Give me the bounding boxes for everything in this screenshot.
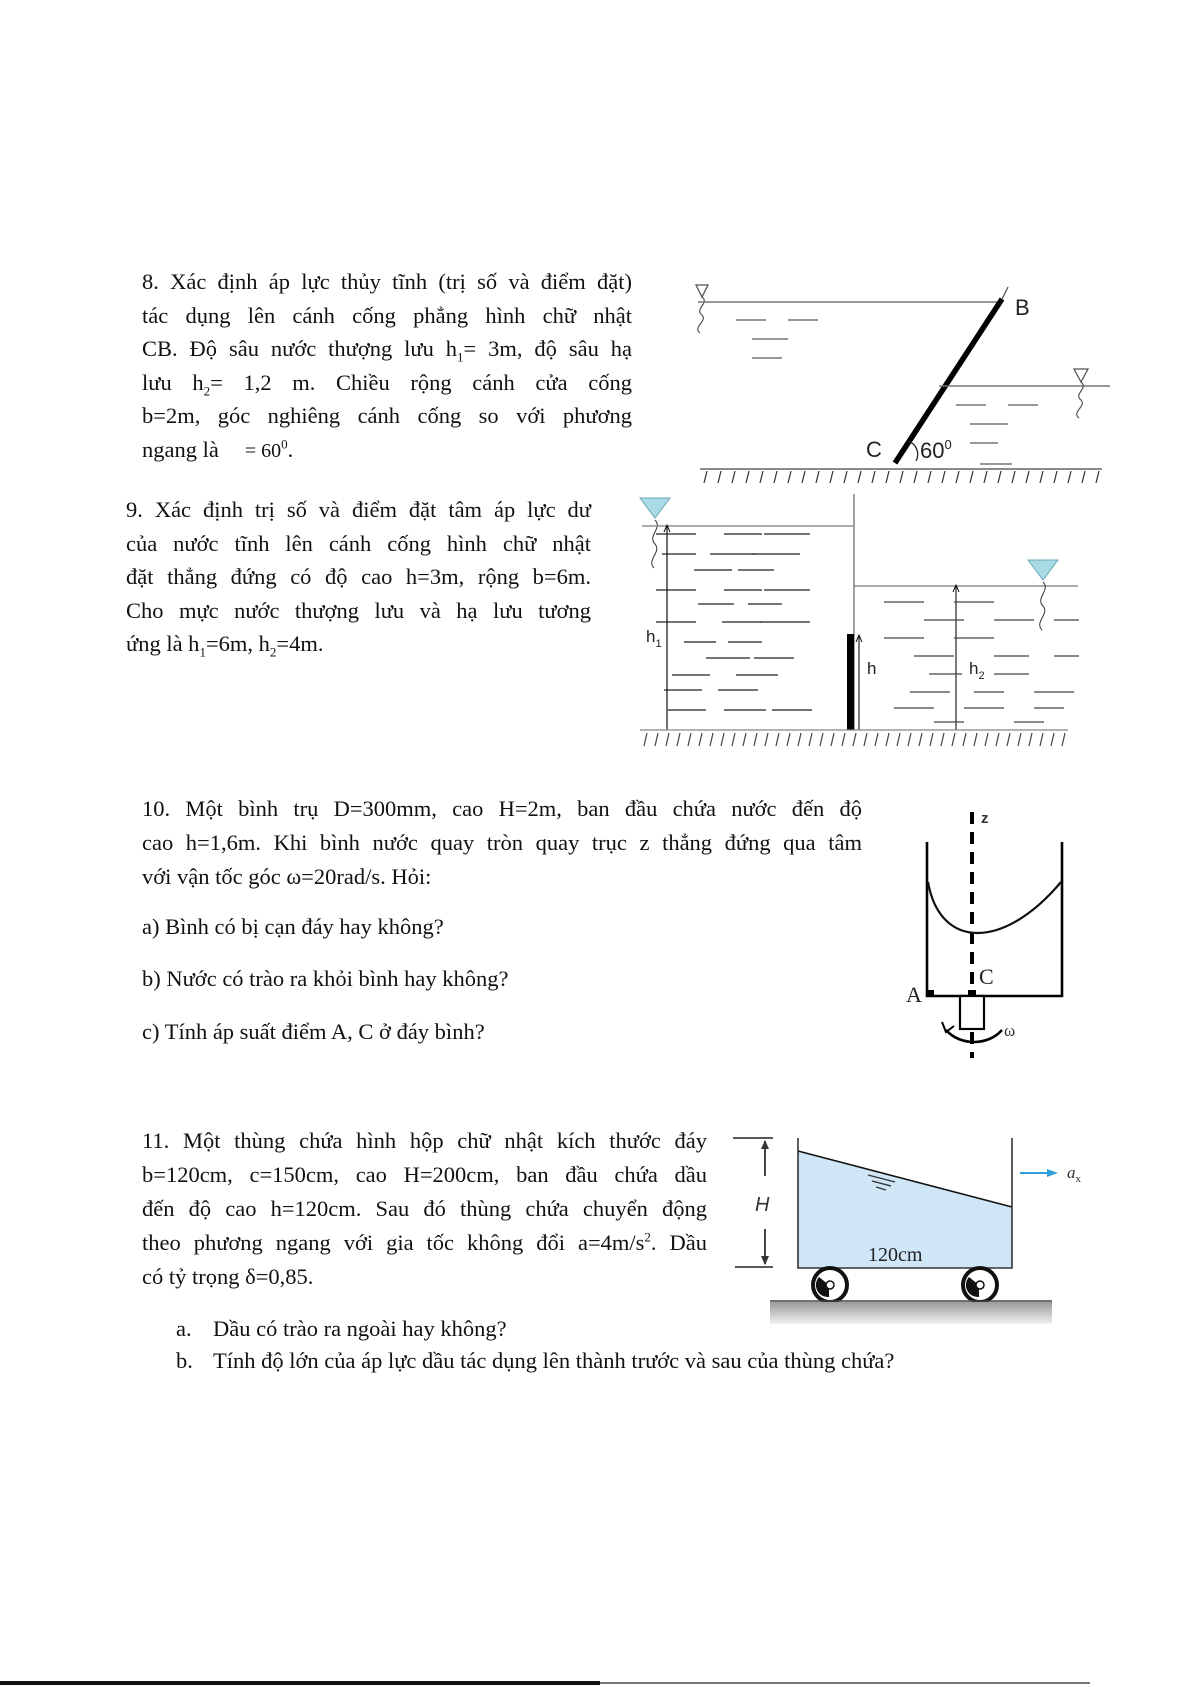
hatch-stroke bbox=[886, 733, 889, 746]
hatch-stroke bbox=[872, 471, 875, 483]
hatch-stroke bbox=[984, 471, 987, 483]
hatch-stroke bbox=[942, 471, 945, 483]
hatch-stroke bbox=[802, 471, 805, 483]
problem-8-line-1: 8. Xác định áp lực thủy tĩnh (trị số và điểm đặt) bbox=[142, 269, 632, 294]
problem-9-line-1: 9. Xác định trị số và điểm đặt tâm áp lực dư bbox=[126, 497, 591, 522]
problem-8-line-6: ngang là = $60^0$. bbox=[142, 436, 294, 462]
hatch-stroke bbox=[897, 733, 900, 746]
hatch-stroke bbox=[677, 733, 680, 746]
hatch-stroke bbox=[644, 733, 647, 746]
hatch-stroke bbox=[704, 471, 707, 483]
water-level-marker-upstream bbox=[640, 498, 670, 518]
hatch-stroke bbox=[788, 471, 791, 483]
hatch-stroke bbox=[787, 733, 790, 746]
problem-8-line-3: CB. Độ sâu nước thượng lưu $h_1= 3m$, độ sâu hạ bbox=[142, 336, 632, 365]
hatch-stroke bbox=[776, 733, 779, 746]
label-c: C bbox=[979, 964, 994, 989]
hatch-stroke bbox=[666, 733, 669, 746]
angle-expression: = 60 bbox=[244, 439, 282, 462]
hatch-stroke bbox=[798, 733, 801, 746]
hatch-stroke bbox=[963, 733, 966, 746]
hatch-stroke bbox=[820, 733, 823, 746]
hatch-stroke bbox=[914, 471, 917, 483]
hatch-stroke bbox=[1007, 733, 1010, 746]
problem-10-line-2: cao h=1,6m. Khi bình nước quay tròn quay trục z thẳng đứng qua tâm bbox=[142, 830, 862, 855]
angle-label: $60^0$ bbox=[920, 437, 952, 463]
problem-11-line-2: b=120cm, c=150cm, cao H=200cm, ban đầu chứa dầu bbox=[142, 1162, 707, 1187]
hatch-stroke bbox=[875, 733, 878, 746]
hatch-stroke bbox=[930, 733, 933, 746]
ground-hatching bbox=[644, 733, 1065, 746]
hatch-stroke bbox=[974, 733, 977, 746]
problem-10-question-c: c) Tính áp suất điểm A, C ở đáy bình? bbox=[142, 1019, 485, 1044]
hatch-stroke bbox=[732, 471, 735, 483]
downstream-water-hatch bbox=[956, 405, 1038, 464]
downstream-water-hatch bbox=[884, 602, 1079, 722]
hatch-stroke bbox=[1040, 471, 1043, 483]
hatch-stroke bbox=[688, 733, 691, 746]
problem-8-diagram bbox=[690, 275, 1110, 485]
problem-9-text bbox=[126, 493, 591, 661]
problem-8-line-2: tác dụng lên cánh cống phẳng hình chữ nhật bbox=[142, 302, 632, 328]
page-bottom-bar bbox=[0, 1681, 1191, 1685]
hatch-stroke bbox=[743, 733, 746, 746]
problem-10-diagram bbox=[880, 800, 1060, 1060]
problem-10-line-3: với vận tốc góc ω=20rad/s. Hỏi: bbox=[142, 864, 432, 889]
hatch-stroke bbox=[941, 733, 944, 746]
hatch-stroke bbox=[732, 733, 735, 746]
hatch-stroke bbox=[1051, 733, 1054, 746]
hatch-stroke bbox=[842, 733, 845, 746]
hatch-stroke bbox=[858, 471, 861, 483]
water-squiggle-upstream bbox=[652, 520, 658, 568]
hatch-stroke bbox=[746, 471, 749, 483]
wheel-right bbox=[963, 1268, 997, 1302]
hatch-stroke bbox=[919, 733, 922, 746]
problem-11-line-5: có tỷ trọng δ=0,85. bbox=[142, 1264, 314, 1289]
problem-11-line-4: theo phương ngang với gia tốc không đổi $a=4m/s^2$. Dầu bbox=[142, 1229, 707, 1255]
drive-shaft bbox=[960, 996, 984, 1029]
gate bbox=[847, 634, 854, 730]
hatch-stroke bbox=[864, 733, 867, 746]
hatch-stroke bbox=[718, 471, 721, 483]
problem-11-line-1: 11. Một thùng chứa hình hộp chữ nhật kích thước đáy bbox=[142, 1128, 707, 1153]
hatch-stroke bbox=[844, 471, 847, 483]
hatch-stroke bbox=[774, 471, 777, 483]
label-ax: $a_x$ bbox=[1067, 1163, 1081, 1185]
hatch-stroke bbox=[830, 471, 833, 483]
list-marker: a. bbox=[176, 1316, 192, 1341]
hatch-stroke bbox=[1026, 471, 1029, 483]
water-level-marker-upstream bbox=[696, 285, 708, 297]
hatch-stroke bbox=[1062, 733, 1065, 746]
hatch-stroke bbox=[1082, 471, 1085, 483]
hatch-stroke bbox=[886, 471, 889, 483]
problem-9-line-5: ứng là $h_1=6m$, $h_2=4m$. bbox=[126, 631, 324, 660]
hatch-stroke bbox=[655, 733, 658, 746]
hatch-stroke bbox=[970, 471, 973, 483]
point-a-marker bbox=[928, 990, 934, 996]
hatch-stroke bbox=[831, 733, 834, 746]
upstream-water-hatch bbox=[736, 320, 818, 358]
hatch-stroke bbox=[754, 733, 757, 746]
hatch-stroke bbox=[1018, 733, 1021, 746]
upstream-water-hatch bbox=[656, 534, 812, 710]
wheel-left bbox=[813, 1268, 847, 1302]
hatch-stroke bbox=[1029, 733, 1032, 746]
ground-hatching bbox=[704, 471, 1099, 483]
water-squiggle-downstream bbox=[1040, 582, 1046, 630]
hatch-stroke bbox=[985, 733, 988, 746]
label-b: B bbox=[1015, 295, 1030, 320]
hatch-stroke bbox=[853, 733, 856, 746]
problem-8-text bbox=[142, 265, 632, 468]
label-z: z bbox=[981, 810, 989, 827]
problem-10-question-b: b) Nước có trào ra khỏi bình hay không? bbox=[142, 966, 509, 991]
hatch-stroke bbox=[765, 733, 768, 746]
hatch-stroke bbox=[900, 471, 903, 483]
label-c: C bbox=[866, 437, 882, 462]
free-surface-paraboloid bbox=[928, 882, 1061, 933]
label-omega: ω bbox=[1004, 1021, 1016, 1040]
label-h: h bbox=[867, 659, 877, 678]
hatch-stroke bbox=[908, 733, 911, 746]
label-tank-width: 120cm bbox=[868, 1244, 923, 1266]
floor bbox=[770, 1302, 1052, 1324]
label-h1: $h_1$ bbox=[646, 627, 662, 650]
problem-11-line-3: đến độ cao h=120cm. Sau đó thùng chứa chuyển động bbox=[142, 1196, 707, 1221]
problem-8-line-5: b=2m, góc nghiêng cánh cống so với phương bbox=[142, 403, 632, 428]
problem-10-text bbox=[142, 792, 862, 894]
hatch-stroke bbox=[809, 733, 812, 746]
label-a: A bbox=[906, 982, 922, 1007]
hatch-stroke bbox=[1096, 471, 1099, 483]
hatch-stroke bbox=[1054, 471, 1057, 483]
hatch-stroke bbox=[721, 733, 724, 746]
problem-9-line-4: Cho mực nước thượng lưu và hạ lưu tương bbox=[126, 597, 591, 623]
hatch-stroke bbox=[1068, 471, 1071, 483]
problem-9-line-3: đặt thẳng đứng có độ cao h=3m, rộng b=6m. bbox=[126, 564, 591, 589]
problem-9-line-2: của nước tĩnh lên cánh cống hình chữ nhật bbox=[126, 530, 591, 556]
cylinder-walls bbox=[927, 842, 1062, 996]
water-level-marker-downstream bbox=[1074, 369, 1088, 382]
hatch-stroke bbox=[710, 733, 713, 746]
hatch-stroke bbox=[952, 733, 955, 746]
hatch-stroke bbox=[928, 471, 931, 483]
hatch-stroke bbox=[996, 733, 999, 746]
hatch-stroke bbox=[956, 471, 959, 483]
problem-11-question-a: a. Dầu có trào ra ngoài hay không? bbox=[176, 1316, 507, 1341]
hatch-stroke bbox=[1012, 471, 1015, 483]
hatch-stroke bbox=[816, 471, 819, 483]
problem-11-diagram bbox=[725, 1125, 1115, 1335]
label-h2: $h_2$ bbox=[969, 659, 985, 682]
problem-10-question-a: a) Bình có bị cạn đáy hay không? bbox=[142, 914, 444, 939]
water-level-marker-downstream bbox=[1028, 560, 1058, 580]
hatch-stroke bbox=[699, 733, 702, 746]
problem-11-text bbox=[142, 1124, 707, 1294]
label-H: H bbox=[755, 1194, 770, 1216]
problem-9-diagram bbox=[638, 490, 1078, 750]
problem-8-line-4: lưu $h_2= 1,2$ m. Chiều rộng cánh cửa cống bbox=[142, 369, 632, 398]
hatch-stroke bbox=[760, 471, 763, 483]
hatch-stroke bbox=[998, 471, 1001, 483]
list-marker: b. bbox=[176, 1348, 193, 1373]
problem-10-line-1: 10. Một bình trụ D=300mm, cao H=2m, ban đầu chứa nước đến độ bbox=[142, 796, 862, 821]
hatch-stroke bbox=[1040, 733, 1043, 746]
problem-11-question-b: b. Tính độ lớn của áp lực dầu tác dụng lên thành trước và sau của thùng chứa? bbox=[176, 1348, 895, 1373]
water-squiggle-downstream bbox=[1077, 382, 1084, 418]
